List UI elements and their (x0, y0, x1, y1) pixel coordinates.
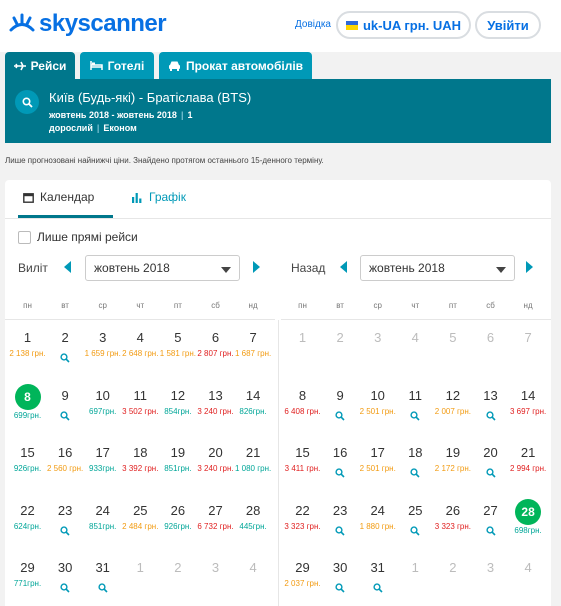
day-price: 697грн. (89, 407, 117, 416)
day-price: 2 807 грн. (197, 349, 234, 358)
day-number: 12 (170, 388, 186, 403)
search-price-icon[interactable] (359, 580, 396, 590)
return-month-value: жовтень 2018 (369, 261, 445, 275)
day-number: 5 (449, 330, 457, 345)
return-day-cell-disabled (510, 330, 547, 346)
locale-button[interactable] (336, 11, 471, 39)
outbound-day-cell[interactable] (197, 445, 234, 474)
day-number: 7 (524, 330, 532, 345)
return-day-cell-disabled (510, 560, 547, 576)
return-prev-month[interactable] (338, 260, 350, 274)
price-note: Лише прогнозовані найнижчі ціни. Знайдено протягом останнього 15-денного терміну. (5, 156, 324, 165)
return-day-cell[interactable] (284, 388, 321, 417)
search-travellers: 1 (187, 110, 193, 120)
outbound-prev-month[interactable] (62, 260, 74, 274)
day-price: 3 323 грн. (434, 522, 472, 531)
day-number: 20 (208, 445, 223, 460)
return-day-cell[interactable] (322, 560, 359, 590)
weekday-header: сб (211, 301, 220, 310)
day-number: 14 (245, 388, 261, 403)
tab-car-hire-label: Прокат автомобілів (185, 58, 304, 73)
day-number: 15 (20, 445, 35, 460)
search-price-icon[interactable] (397, 408, 434, 418)
search-price-icon[interactable] (472, 465, 509, 475)
day-number: 27 (483, 503, 498, 518)
weekday-header: пт (448, 301, 457, 310)
outbound-day-cell[interactable] (84, 330, 121, 359)
day-number: 4 (136, 330, 144, 345)
day-number: 9 (61, 388, 69, 403)
day-number: 26 (445, 503, 461, 518)
return-day-cell[interactable] (434, 503, 471, 532)
day-price: 933грн. (89, 464, 117, 473)
return-day-cell[interactable] (434, 445, 471, 474)
search-price-icon[interactable] (397, 523, 434, 533)
day-number: 3 (211, 560, 220, 575)
return-label: Назад (291, 261, 326, 275)
day-number: 25 (133, 503, 148, 518)
day-number: 4 (411, 330, 419, 345)
search-dates: жовтень 2018 - жовтень 2018 (49, 110, 177, 120)
outbound-day-cell[interactable] (122, 330, 159, 359)
day-number: 24 (95, 503, 110, 518)
chevron-down-icon (221, 267, 231, 273)
day-number: 22 (20, 503, 35, 518)
day-number: 15 (295, 445, 310, 460)
help-link[interactable]: Довідка (295, 19, 331, 30)
selected-day: 28 (515, 499, 541, 525)
day-number: 1 (411, 560, 419, 575)
outbound-day-cell-disabled (235, 560, 272, 576)
outbound-day-cell-disabled (122, 560, 159, 576)
return-day-cell[interactable] (434, 388, 471, 417)
day-price: 3 240 грн. (197, 464, 234, 473)
search-price-icon[interactable] (47, 408, 84, 418)
search-price-icon[interactable] (47, 350, 84, 360)
outbound-day-cell[interactable] (9, 445, 46, 474)
return-day-cell[interactable] (397, 388, 434, 418)
outbound-day-cell[interactable] (47, 330, 84, 360)
outbound-day-cell[interactable] (84, 560, 121, 590)
day-number: 20 (483, 445, 498, 460)
day-price: 624грн. (13, 522, 42, 531)
day-number: 10 (370, 388, 385, 403)
return-day-cell-disabled (434, 330, 471, 346)
return-day-cell[interactable] (397, 445, 434, 475)
return-next-month[interactable] (523, 260, 535, 274)
day-number: 13 (483, 388, 498, 403)
direct-only-checkbox[interactable] (18, 231, 31, 244)
weekday-header: ср (373, 301, 382, 310)
day-number: 9 (336, 388, 344, 403)
day-number: 13 (208, 388, 223, 403)
outbound-day-cell[interactable] (47, 445, 84, 474)
day-number: 7 (249, 330, 257, 345)
outbound-day-cell[interactable] (235, 503, 272, 532)
day-number: 6 (211, 330, 220, 345)
outbound-day-cell[interactable] (47, 503, 84, 533)
return-day-cell[interactable] (510, 503, 547, 536)
return-day-cell[interactable] (284, 445, 321, 474)
day-number: 31 (370, 560, 385, 575)
outbound-day-cell[interactable] (9, 503, 46, 532)
search-dates-line: жовтень 2018 - жовтень 2018 | 1 (49, 110, 193, 120)
outbound-day-cell[interactable] (47, 388, 84, 418)
return-day-cell[interactable] (359, 445, 396, 474)
day-price: 445грн. (239, 522, 267, 531)
day-price: 851грн. (89, 522, 117, 531)
day-number: 12 (445, 388, 461, 403)
return-day-cell[interactable] (472, 503, 509, 533)
return-day-cell[interactable] (510, 445, 547, 474)
search-price-icon[interactable] (397, 465, 434, 475)
search-cabin-line: дорослий | Економ (49, 123, 137, 133)
day-number: 22 (295, 503, 310, 518)
day-price: 2 501 грн. (359, 407, 396, 416)
search-price-icon[interactable] (322, 465, 359, 475)
search-price-icon[interactable] (47, 523, 84, 533)
day-number: 19 (445, 445, 461, 460)
return-day-cell-disabled (434, 560, 471, 576)
day-price: 6 732 грн. (197, 522, 234, 531)
return-day-cell-disabled (359, 330, 396, 346)
return-day-cell-disabled (397, 330, 434, 346)
weekday-header: нд (248, 301, 258, 310)
day-price: 698грн. (514, 526, 542, 535)
day-number: 17 (95, 445, 110, 460)
search-button[interactable] (15, 90, 39, 114)
outbound-day-cell[interactable] (159, 445, 196, 474)
day-price: 2 007 грн. (434, 407, 472, 416)
return-day-cell[interactable] (322, 445, 359, 475)
day-number: 31 (95, 560, 110, 575)
weekday-header: вт (336, 301, 344, 310)
weekday-header: вт (61, 301, 69, 310)
day-price: 2 560 грн. (46, 464, 84, 473)
day-number: 29 (20, 560, 35, 575)
outbound-day-cell[interactable] (84, 388, 121, 417)
day-number: 14 (520, 388, 536, 403)
day-number: 16 (332, 445, 348, 460)
outbound-day-cell[interactable] (122, 503, 159, 532)
search-price-icon[interactable] (322, 580, 359, 590)
day-number: 2 (61, 330, 69, 345)
day-price: 3 240 грн. (197, 407, 234, 416)
calendar-icon (23, 192, 34, 203)
day-price: 826грн. (239, 407, 267, 416)
outbound-day-cell[interactable] (159, 388, 196, 417)
ukraine-flag-icon (346, 21, 358, 30)
return-header-divider (281, 319, 551, 320)
search-price-icon[interactable] (84, 580, 121, 590)
day-price: 854грн. (164, 407, 192, 416)
weekday-header: нд (523, 301, 533, 310)
tab-hotels-label: Готелі (107, 58, 145, 73)
day-price: 2 648 грн. (122, 349, 159, 358)
day-price: 851грн. (164, 464, 192, 473)
return-month-select[interactable] (360, 255, 515, 281)
return-day-cell-disabled (284, 330, 321, 346)
weekday-header: чт (136, 301, 145, 310)
outbound-day-cell[interactable] (235, 388, 272, 417)
outbound-day-cell[interactable] (235, 445, 272, 474)
direct-only-label: Лише прямі рейси (37, 230, 138, 244)
day-price: 926грн. (164, 522, 192, 531)
day-price: 699грн. (13, 411, 42, 420)
return-day-cell[interactable] (359, 560, 396, 590)
top-bar (0, 0, 561, 52)
outbound-day-cell-disabled (159, 560, 196, 576)
selected-day: 8 (15, 384, 41, 410)
day-price: 3 411 грн. (284, 464, 321, 473)
bar-chart-icon (132, 192, 143, 203)
day-number: 30 (57, 560, 73, 575)
weekday-header: сб (486, 301, 495, 310)
day-number: 24 (370, 503, 385, 518)
day-number: 23 (332, 503, 348, 518)
day-number: 10 (95, 388, 110, 403)
return-day-cell-disabled (472, 560, 509, 576)
return-day-cell-disabled (322, 330, 359, 346)
day-number: 25 (408, 503, 423, 518)
car-icon (168, 60, 181, 71)
day-number: 26 (170, 503, 186, 518)
day-price: 6 408 грн. (284, 407, 321, 416)
day-number: 3 (99, 330, 107, 345)
day-price: 1 581 грн. (159, 349, 197, 358)
chevron-right-icon (252, 261, 260, 273)
return-day-cell[interactable] (322, 388, 359, 418)
day-price: 926грн. (13, 464, 42, 473)
day-price: 1 080 грн. (234, 464, 272, 473)
weekday-header: пн (23, 301, 32, 310)
chevron-right-icon (525, 261, 533, 273)
day-price: 2 484 грн. (122, 522, 159, 531)
outbound-day-cell[interactable] (197, 388, 234, 417)
brand-name: skyscanner (39, 10, 167, 37)
day-number: 2 (449, 560, 457, 575)
tab-hotels[interactable] (80, 52, 154, 79)
chevron-down-icon (496, 267, 506, 273)
return-day-cell[interactable] (284, 503, 321, 532)
day-price: 771грн. (13, 579, 42, 588)
day-number: 11 (133, 388, 148, 403)
outbound-day-cell[interactable] (235, 330, 272, 359)
day-price: 3 323 грн. (284, 522, 321, 531)
login-button[interactable]: Увійти (475, 11, 541, 39)
calendar-separator (278, 320, 279, 606)
day-number: 30 (332, 560, 348, 575)
weekday-header: пн (298, 301, 307, 310)
day-price: 1 880 грн. (359, 522, 396, 531)
return-day-cell[interactable] (472, 445, 509, 475)
tab-calendar[interactable] (23, 190, 94, 204)
day-number: 29 (295, 560, 310, 575)
day-price: 1 687 грн. (234, 349, 272, 358)
outbound-day-cell[interactable] (197, 330, 234, 359)
day-number: 2 (174, 560, 182, 575)
return-day-cell[interactable] (322, 503, 359, 533)
return-day-cell[interactable] (397, 503, 434, 533)
bed-icon (90, 60, 103, 71)
outbound-day-cell[interactable] (159, 330, 196, 359)
day-number: 5 (174, 330, 182, 345)
weekday-header: ср (98, 301, 107, 310)
day-number: 4 (249, 560, 257, 575)
tab-calendar-label: Календар (40, 190, 95, 204)
direct-only-toggle[interactable] (18, 230, 138, 244)
day-number: 3 (374, 330, 382, 345)
day-number: 11 (408, 388, 423, 403)
chevron-left-icon (340, 261, 348, 273)
day-number: 18 (133, 445, 148, 460)
tabs-divider (5, 218, 551, 219)
search-price-icon[interactable] (47, 580, 84, 590)
outbound-month-value: жовтень 2018 (94, 261, 170, 275)
return-day-cell[interactable] (359, 388, 396, 417)
outbound-day-cell[interactable] (9, 388, 46, 421)
outbound-day-cell-disabled (197, 560, 234, 576)
search-summary[interactable] (5, 79, 551, 143)
day-number: 23 (57, 503, 73, 518)
outbound-day-cell[interactable] (9, 330, 46, 359)
tab-flights[interactable] (5, 52, 75, 79)
return-day-cell-disabled (472, 330, 509, 346)
day-number: 4 (524, 560, 532, 575)
outbound-day-cell[interactable] (9, 560, 46, 589)
day-number: 3 (486, 560, 495, 575)
day-price: 1 659 грн. (84, 349, 121, 358)
return-day-cell-disabled (397, 560, 434, 576)
outbound-label: Виліт (18, 261, 48, 275)
search-cabin: Економ (103, 123, 137, 133)
logo[interactable] (8, 10, 166, 38)
outbound-day-cell[interactable] (122, 445, 159, 474)
day-number: 1 (298, 330, 307, 345)
day-number: 19 (170, 445, 186, 460)
day-number: 1 (136, 560, 144, 575)
day-number: 18 (408, 445, 423, 460)
outbound-day-cell[interactable] (122, 388, 159, 417)
day-price: 2 994 грн. (509, 464, 547, 473)
locale-label: uk-UA грн. UAH (362, 17, 461, 33)
outbound-day-cell[interactable] (84, 503, 121, 532)
outbound-header-divider (5, 319, 275, 320)
day-number: 16 (57, 445, 73, 460)
day-price: 3 392 грн. (122, 464, 159, 473)
day-price: 2 501 грн. (359, 464, 396, 473)
outbound-day-cell[interactable] (47, 560, 84, 590)
return-day-cell[interactable] (359, 503, 396, 532)
search-icon (22, 97, 33, 108)
day-price: 2 172 грн. (434, 464, 472, 473)
search-price-icon[interactable] (322, 523, 359, 533)
search-price-icon[interactable] (472, 523, 509, 533)
search-price-icon[interactable] (322, 408, 359, 418)
day-number: 1 (23, 330, 32, 345)
return-day-cell[interactable] (510, 388, 547, 417)
outbound-day-cell[interactable] (197, 503, 234, 532)
day-number: 17 (370, 445, 385, 460)
day-number: 8 (298, 388, 307, 403)
day-number: 21 (245, 445, 261, 460)
tab-flights-label: Рейси (30, 58, 67, 73)
return-day-cell[interactable] (284, 560, 321, 589)
skyscanner-logo-icon (8, 13, 36, 35)
day-price: 3 697 грн. (509, 407, 547, 416)
return-day-cell[interactable] (472, 388, 509, 418)
tab-graph-label: Графік (149, 190, 186, 204)
outbound-day-cell[interactable] (84, 445, 121, 474)
search-route: Київ (Будь-які) - Братіслава (BTS) (49, 90, 252, 105)
search-price-icon[interactable] (472, 408, 509, 418)
plane-icon (14, 60, 26, 72)
day-price: 3 502 грн. (122, 407, 159, 416)
search-passenger-type: дорослий (49, 123, 93, 133)
outbound-next-month[interactable] (250, 260, 262, 274)
tab-graph[interactable] (132, 190, 186, 204)
outbound-day-cell[interactable] (159, 503, 196, 532)
weekday-header: пт (173, 301, 182, 310)
tab-car-hire[interactable] (159, 52, 312, 79)
calendar-card (5, 180, 551, 606)
day-number: 2 (336, 330, 344, 345)
weekday-header: чт (411, 301, 420, 310)
day-number: 6 (486, 330, 495, 345)
day-number: 28 (245, 503, 261, 518)
day-number: 27 (208, 503, 223, 518)
chevron-left-icon (64, 261, 72, 273)
day-number: 21 (520, 445, 536, 460)
outbound-month-select[interactable] (85, 255, 240, 281)
day-price: 2 138 грн. (9, 349, 46, 358)
day-price: 2 037 грн. (284, 579, 321, 588)
